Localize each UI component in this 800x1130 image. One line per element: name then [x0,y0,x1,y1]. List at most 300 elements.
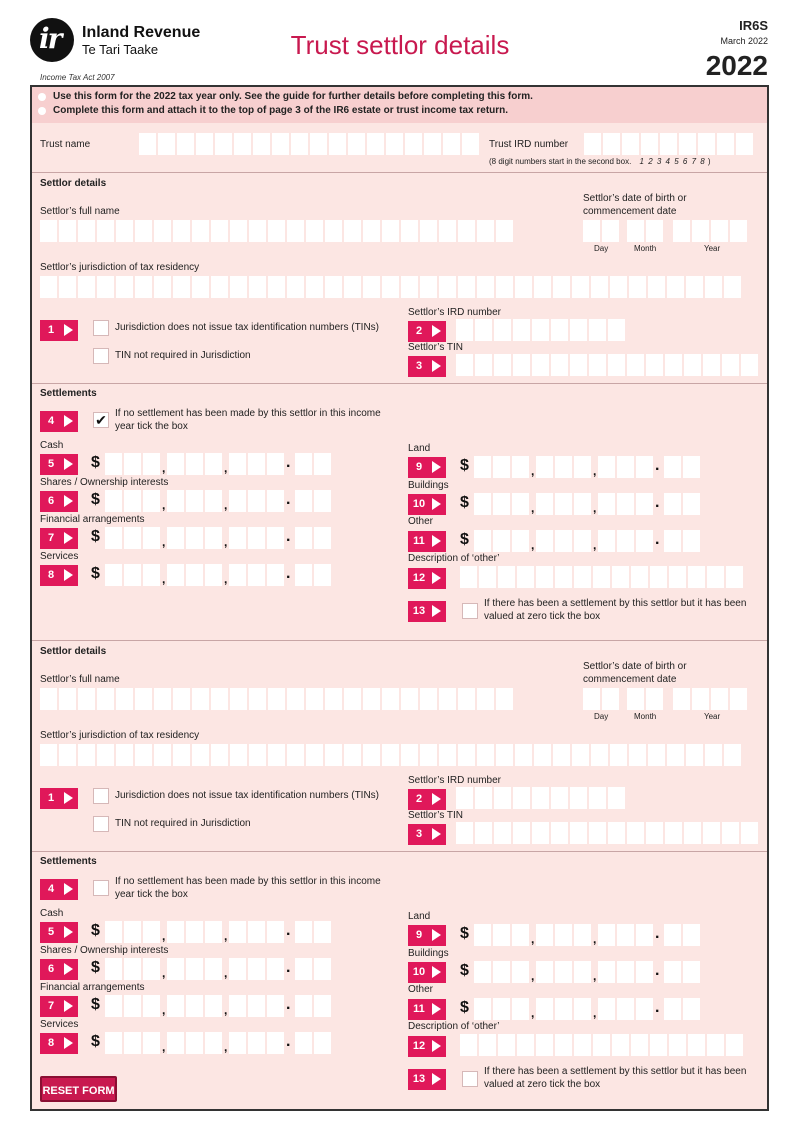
input-cell[interactable] [683,493,700,515]
input-cell[interactable] [230,744,247,766]
input-cell[interactable] [629,744,646,766]
input-cell[interactable] [648,744,665,766]
services-thousands[interactable] [167,1032,222,1054]
input-cell[interactable] [534,744,551,766]
input-cell[interactable] [494,822,511,844]
input-cell[interactable] [648,276,665,298]
input-cell[interactable] [591,276,608,298]
input-cell[interactable] [724,276,741,298]
input-cell[interactable] [555,566,572,588]
no-settlement-checkbox[interactable]: ✔ [93,412,109,428]
input-cell[interactable] [532,354,549,376]
input-cell[interactable] [664,493,681,515]
input-cell[interactable] [593,1034,610,1056]
input-cell[interactable] [167,921,184,943]
input-cell[interactable] [158,133,175,155]
input-cell[interactable] [570,787,587,809]
input-cell[interactable] [686,276,703,298]
input-cell[interactable] [382,688,399,710]
input-cell[interactable] [329,133,346,155]
input-cell[interactable] [493,530,510,552]
input-cell[interactable] [124,1032,141,1054]
input-cell[interactable] [167,564,184,586]
dob-day-input[interactable] [583,688,619,710]
input-cell[interactable] [248,958,265,980]
input-cell[interactable] [627,822,644,844]
settlor-ird-input[interactable] [456,787,625,809]
input-cell[interactable] [267,453,284,475]
input-cell[interactable] [105,453,122,475]
input-cell[interactable] [570,354,587,376]
input-cell[interactable] [515,276,532,298]
input-cell[interactable] [267,490,284,512]
input-cell[interactable] [736,133,753,155]
input-cell[interactable] [143,921,160,943]
land-cents[interactable] [664,924,700,946]
input-cell[interactable] [267,527,284,549]
input-cell[interactable] [363,220,380,242]
input-cell[interactable] [105,995,122,1017]
input-cell[interactable] [167,453,184,475]
input-cell[interactable] [40,688,57,710]
input-cell[interactable] [555,456,572,478]
input-cell[interactable] [105,490,122,512]
input-cell[interactable] [229,527,246,549]
input-cell[interactable] [186,995,203,1017]
input-cell[interactable] [692,220,709,242]
buildings-thousands[interactable] [536,961,591,983]
input-cell[interactable] [105,921,122,943]
input-cell[interactable] [248,1032,265,1054]
input-cell[interactable] [570,319,587,341]
input-cell[interactable] [608,787,625,809]
zero-value-checkbox[interactable] [462,603,478,619]
services-units[interactable] [229,564,284,586]
input-cell[interactable] [348,133,365,155]
input-cell[interactable] [234,133,251,155]
input-cell[interactable] [116,688,133,710]
input-cell[interactable] [627,688,644,710]
input-cell[interactable] [325,276,342,298]
input-cell[interactable] [474,961,491,983]
input-cell[interactable] [78,688,95,710]
input-cell[interactable] [167,490,184,512]
input-cell[interactable] [59,276,76,298]
input-cell[interactable] [167,958,184,980]
input-cell[interactable] [494,319,511,341]
input-cell[interactable] [494,787,511,809]
land-millions[interactable] [474,924,529,946]
input-cell[interactable] [135,744,152,766]
input-cell[interactable] [536,456,553,478]
input-cell[interactable] [215,133,232,155]
input-cell[interactable] [135,688,152,710]
financial-thousands[interactable] [167,527,222,549]
input-cell[interactable] [730,220,747,242]
dob-year-input[interactable] [673,688,747,710]
input-cell[interactable] [186,1032,203,1054]
input-cell[interactable] [105,958,122,980]
input-cell[interactable] [135,220,152,242]
input-cell[interactable] [267,958,284,980]
input-cell[interactable] [458,688,475,710]
input-cell[interactable] [726,566,743,588]
input-cell[interactable] [627,354,644,376]
input-cell[interactable] [498,566,515,588]
input-cell[interactable] [248,453,265,475]
input-cell[interactable] [474,456,491,478]
input-cell[interactable] [574,961,591,983]
input-cell[interactable] [664,530,681,552]
input-cell[interactable] [124,490,141,512]
input-cell[interactable] [363,744,380,766]
input-cell[interactable] [443,133,460,155]
input-cell[interactable] [474,530,491,552]
input-cell[interactable] [105,564,122,586]
input-cell[interactable] [124,527,141,549]
other-cents[interactable] [664,998,700,1020]
input-cell[interactable] [386,133,403,155]
input-cell[interactable] [229,490,246,512]
input-cell[interactable] [636,456,653,478]
dob-year-input[interactable] [673,220,747,242]
input-cell[interactable] [617,493,634,515]
cash-units[interactable] [229,921,284,943]
input-cell[interactable] [496,688,513,710]
input-cell[interactable] [629,276,646,298]
input-cell[interactable] [707,566,724,588]
settlor-tin-input[interactable] [456,822,758,844]
input-cell[interactable] [664,998,681,1020]
input-cell[interactable] [664,924,681,946]
input-cell[interactable] [493,961,510,983]
input-cell[interactable] [287,744,304,766]
input-cell[interactable] [555,530,572,552]
input-cell[interactable] [78,220,95,242]
input-cell[interactable] [572,276,589,298]
input-cell[interactable] [631,566,648,588]
input-cell[interactable] [105,527,122,549]
land-thousands[interactable] [536,924,591,946]
input-cell[interactable] [636,530,653,552]
input-cell[interactable] [124,995,141,1017]
input-cell[interactable] [382,744,399,766]
input-cell[interactable] [477,276,494,298]
input-cell[interactable] [726,1034,743,1056]
land-units[interactable] [598,924,653,946]
input-cell[interactable] [230,276,247,298]
input-cell[interactable] [401,688,418,710]
input-cell[interactable] [211,276,228,298]
buildings-cents[interactable] [664,493,700,515]
input-cell[interactable] [555,1034,572,1056]
input-cell[interactable] [230,220,247,242]
no-settlement-checkbox[interactable] [93,880,109,896]
input-cell[interactable] [517,566,534,588]
input-cell[interactable] [439,220,456,242]
cash-thousands[interactable] [167,921,222,943]
input-cell[interactable] [589,787,606,809]
input-cell[interactable] [513,787,530,809]
input-cell[interactable] [205,527,222,549]
input-cell[interactable] [493,456,510,478]
input-cell[interactable] [574,530,591,552]
input-cell[interactable] [650,566,667,588]
input-cell[interactable] [610,744,627,766]
input-cell[interactable] [479,1034,496,1056]
buildings-cents[interactable] [664,961,700,983]
input-cell[interactable] [205,921,222,943]
input-cell[interactable] [248,564,265,586]
other-millions[interactable] [474,530,529,552]
input-cell[interactable] [382,220,399,242]
input-cell[interactable] [229,995,246,1017]
services-millions[interactable] [105,1032,160,1054]
land-millions[interactable] [474,456,529,478]
input-cell[interactable] [295,1032,312,1054]
input-cell[interactable] [598,924,615,946]
input-cell[interactable] [143,995,160,1017]
input-cell[interactable] [667,744,684,766]
input-cell[interactable] [344,220,361,242]
input-cell[interactable] [646,822,663,844]
input-cell[interactable] [248,527,265,549]
other-thousands[interactable] [536,530,591,552]
input-cell[interactable] [688,566,705,588]
input-cell[interactable] [344,688,361,710]
input-cell[interactable] [295,564,312,586]
input-cell[interactable] [192,744,209,766]
input-cell[interactable] [249,744,266,766]
input-cell[interactable] [229,958,246,980]
input-cell[interactable] [603,133,620,155]
services-units[interactable] [229,1032,284,1054]
input-cell[interactable] [268,276,285,298]
input-cell[interactable] [154,688,171,710]
jurisdiction-input[interactable] [40,744,741,766]
input-cell[interactable] [515,744,532,766]
input-cell[interactable] [268,688,285,710]
input-cell[interactable] [583,688,600,710]
input-cell[interactable] [325,688,342,710]
input-cell[interactable] [97,744,114,766]
input-cell[interactable] [667,276,684,298]
input-cell[interactable] [456,822,473,844]
input-cell[interactable] [287,688,304,710]
input-cell[interactable] [536,530,553,552]
input-cell[interactable] [598,961,615,983]
input-cell[interactable] [192,220,209,242]
input-cell[interactable] [192,276,209,298]
input-cell[interactable] [124,958,141,980]
input-cell[interactable] [717,133,734,155]
input-cell[interactable] [551,354,568,376]
input-cell[interactable] [306,276,323,298]
input-cell[interactable] [306,688,323,710]
input-cell[interactable] [460,566,477,588]
input-cell[interactable] [116,276,133,298]
input-cell[interactable] [205,490,222,512]
input-cell[interactable] [494,354,511,376]
input-cell[interactable] [306,220,323,242]
input-cell[interactable] [268,220,285,242]
other-description-input[interactable] [460,566,743,588]
input-cell[interactable] [692,688,709,710]
full-name-input[interactable] [40,220,513,242]
settlor-ird-input[interactable] [456,319,625,341]
input-cell[interactable] [684,354,701,376]
input-cell[interactable] [493,924,510,946]
shares-thousands[interactable] [167,958,222,980]
input-cell[interactable] [602,220,619,242]
input-cell[interactable] [314,1032,331,1054]
input-cell[interactable] [154,276,171,298]
input-cell[interactable] [664,961,681,983]
input-cell[interactable] [669,566,686,588]
services-cents[interactable] [295,564,331,586]
input-cell[interactable] [534,276,551,298]
input-cell[interactable] [551,822,568,844]
input-cell[interactable] [314,564,331,586]
input-cell[interactable] [512,998,529,1020]
input-cell[interactable] [707,1034,724,1056]
input-cell[interactable] [646,354,663,376]
input-cell[interactable] [741,354,758,376]
input-cell[interactable] [143,527,160,549]
input-cell[interactable] [612,566,629,588]
input-cell[interactable] [517,1034,534,1056]
input-cell[interactable] [608,319,625,341]
input-cell[interactable] [248,995,265,1017]
input-cell[interactable] [205,958,222,980]
input-cell[interactable] [314,453,331,475]
shares-cents[interactable] [295,958,331,980]
input-cell[interactable] [532,319,549,341]
shares-millions[interactable] [105,958,160,980]
services-millions[interactable] [105,564,160,586]
input-cell[interactable] [59,220,76,242]
input-cell[interactable] [40,276,57,298]
input-cell[interactable] [295,490,312,512]
input-cell[interactable] [512,530,529,552]
input-cell[interactable] [532,787,549,809]
input-cell[interactable] [536,961,553,983]
input-cell[interactable] [711,688,728,710]
input-cell[interactable] [186,527,203,549]
input-cell[interactable] [367,133,384,155]
financial-units[interactable] [229,995,284,1017]
input-cell[interactable] [475,822,492,844]
input-cell[interactable] [295,995,312,1017]
input-cell[interactable] [536,493,553,515]
input-cell[interactable] [229,921,246,943]
input-cell[interactable] [512,493,529,515]
input-cell[interactable] [496,220,513,242]
input-cell[interactable] [267,564,284,586]
input-cell[interactable] [229,564,246,586]
input-cell[interactable] [211,744,228,766]
input-cell[interactable] [439,276,456,298]
input-cell[interactable] [401,744,418,766]
input-cell[interactable] [496,744,513,766]
input-cell[interactable] [673,220,690,242]
input-cell[interactable] [167,527,184,549]
input-cell[interactable] [97,276,114,298]
input-cell[interactable] [646,688,663,710]
input-cell[interactable] [512,961,529,983]
input-cell[interactable] [363,688,380,710]
input-cell[interactable] [598,530,615,552]
input-cell[interactable] [705,276,722,298]
buildings-millions[interactable] [474,493,529,515]
input-cell[interactable] [574,493,591,515]
input-cell[interactable] [401,220,418,242]
buildings-thousands[interactable] [536,493,591,515]
input-cell[interactable] [124,453,141,475]
input-cell[interactable] [154,744,171,766]
input-cell[interactable] [703,822,720,844]
input-cell[interactable] [591,744,608,766]
trust-name-input[interactable] [139,133,479,155]
input-cell[interactable] [612,1034,629,1056]
input-cell[interactable] [636,961,653,983]
input-cell[interactable] [574,456,591,478]
land-thousands[interactable] [536,456,591,478]
input-cell[interactable] [574,566,591,588]
financial-thousands[interactable] [167,995,222,1017]
input-cell[interactable] [248,921,265,943]
input-cell[interactable] [598,456,615,478]
input-cell[interactable] [456,354,473,376]
input-cell[interactable] [295,453,312,475]
other-thousands[interactable] [536,998,591,1020]
input-cell[interactable] [382,276,399,298]
input-cell[interactable] [420,744,437,766]
input-cell[interactable] [173,744,190,766]
financial-millions[interactable] [105,527,160,549]
input-cell[interactable] [664,456,681,478]
input-cell[interactable] [124,921,141,943]
input-cell[interactable] [589,822,606,844]
input-cell[interactable] [186,958,203,980]
input-cell[interactable] [479,566,496,588]
input-cell[interactable] [673,688,690,710]
input-cell[interactable] [310,133,327,155]
input-cell[interactable] [513,822,530,844]
input-cell[interactable] [679,133,696,155]
input-cell[interactable] [248,490,265,512]
financial-cents[interactable] [295,527,331,549]
input-cell[interactable] [617,456,634,478]
financial-millions[interactable] [105,995,160,1017]
financial-units[interactable] [229,527,284,549]
cash-millions[interactable] [105,453,160,475]
input-cell[interactable] [424,133,441,155]
input-cell[interactable] [230,688,247,710]
input-cell[interactable] [474,493,491,515]
cash-cents[interactable] [295,921,331,943]
input-cell[interactable] [536,566,553,588]
input-cell[interactable] [325,220,342,242]
input-cell[interactable] [205,1032,222,1054]
shares-cents[interactable] [295,490,331,512]
input-cell[interactable] [439,688,456,710]
input-cell[interactable] [458,276,475,298]
shares-units[interactable] [229,490,284,512]
input-cell[interactable] [574,998,591,1020]
input-cell[interactable] [363,276,380,298]
input-cell[interactable] [173,220,190,242]
